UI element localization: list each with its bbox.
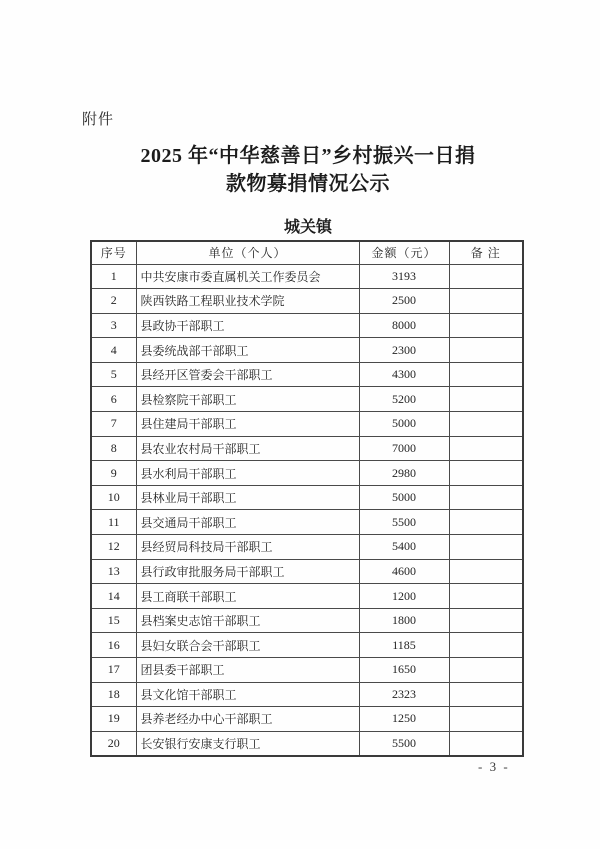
cell-amount: 5500 xyxy=(359,510,449,535)
cell-unit: 县林业局干部职工 xyxy=(136,485,359,510)
cell-note xyxy=(449,682,523,707)
cell-unit: 团县委干部职工 xyxy=(136,658,359,683)
header-cell-note: 备 注 xyxy=(449,241,523,264)
table-row xyxy=(91,289,523,314)
document-title xyxy=(0,142,600,198)
cell-note xyxy=(449,264,523,289)
cell-note xyxy=(449,707,523,732)
header-row xyxy=(91,241,523,264)
cell-unit: 县文化馆干部职工 xyxy=(136,682,359,707)
cell-unit: 县交通局干部职工 xyxy=(136,510,359,535)
cell-no: 14 xyxy=(91,584,136,609)
table-row xyxy=(91,387,523,412)
table-row xyxy=(91,436,523,461)
cell-amount: 5400 xyxy=(359,535,449,560)
cell-no: 18 xyxy=(91,682,136,707)
cell-unit: 县检察院干部职工 xyxy=(136,387,359,412)
cell-no: 11 xyxy=(91,510,136,535)
document-title-line1: 2025 年“中华慈善日”乡村振兴一日捐 xyxy=(140,145,476,167)
cell-unit: 县妇女联合会干部职工 xyxy=(136,633,359,658)
table-row xyxy=(91,510,523,535)
cell-note xyxy=(449,510,523,535)
cell-no: 13 xyxy=(91,559,136,584)
cell-unit: 县水利局干部职工 xyxy=(136,461,359,486)
cell-no: 1 xyxy=(91,264,136,289)
cell-no: 6 xyxy=(91,387,136,412)
table-row xyxy=(91,362,523,387)
cell-note xyxy=(449,633,523,658)
cell-amount: 2323 xyxy=(359,682,449,707)
cell-no: 20 xyxy=(91,731,136,756)
cell-note xyxy=(449,535,523,560)
table-row xyxy=(91,264,523,289)
header-cell-unit: 单位（个人） xyxy=(136,241,359,264)
cell-unit: 县经开区管委会干部职工 xyxy=(136,362,359,387)
cell-unit: 县住建局干部职工 xyxy=(136,412,359,437)
cell-unit: 县政协干部职工 xyxy=(136,313,359,338)
table-row xyxy=(91,658,523,683)
attachment-label: 附件 xyxy=(82,112,115,128)
table-row xyxy=(91,461,523,486)
header-cell-no: 序号 xyxy=(91,241,136,264)
cell-no: 12 xyxy=(91,535,136,560)
cell-unit: 县经贸局科技局干部职工 xyxy=(136,535,359,560)
cell-note xyxy=(449,412,523,437)
cell-no: 17 xyxy=(91,658,136,683)
cell-note xyxy=(449,485,523,510)
cell-amount: 4300 xyxy=(359,362,449,387)
cell-unit: 县委统战部干部职工 xyxy=(136,338,359,363)
cell-amount: 1250 xyxy=(359,707,449,732)
cell-amount: 2300 xyxy=(359,338,449,363)
table-row xyxy=(91,682,523,707)
section-title: 城关镇 xyxy=(283,219,332,236)
cell-no: 9 xyxy=(91,461,136,486)
cell-amount: 3193 xyxy=(359,264,449,289)
cell-no: 10 xyxy=(91,485,136,510)
cell-no: 4 xyxy=(91,338,136,363)
cell-amount: 2500 xyxy=(359,289,449,314)
table-row xyxy=(91,633,523,658)
cell-amount: 8000 xyxy=(359,313,449,338)
cell-no: 8 xyxy=(91,436,136,461)
cell-no: 16 xyxy=(91,633,136,658)
cell-note xyxy=(449,658,523,683)
cell-unit: 县农业农村局干部职工 xyxy=(136,436,359,461)
cell-note xyxy=(449,731,523,756)
cell-no: 5 xyxy=(91,362,136,387)
cell-note xyxy=(449,387,523,412)
cell-amount: 5000 xyxy=(359,412,449,437)
cell-amount: 2980 xyxy=(359,461,449,486)
cell-amount: 1650 xyxy=(359,658,449,683)
cell-amount: 5200 xyxy=(359,387,449,412)
cell-note xyxy=(449,362,523,387)
cell-unit: 县行政审批服务局干部职工 xyxy=(136,559,359,584)
cell-no: 19 xyxy=(91,707,136,732)
cell-unit: 县养老经办中心干部职工 xyxy=(136,707,359,732)
page-number: - 3 - xyxy=(478,759,510,774)
table-row xyxy=(91,584,523,609)
header-cell-amount: 金额（元） xyxy=(359,241,449,264)
cell-amount: 5500 xyxy=(359,731,449,756)
cell-note xyxy=(449,313,523,338)
cell-note xyxy=(449,559,523,584)
table-row xyxy=(91,535,523,560)
cell-amount: 7000 xyxy=(359,436,449,461)
cell-no: 15 xyxy=(91,608,136,633)
table-row xyxy=(91,731,523,756)
cell-amount: 1800 xyxy=(359,608,449,633)
cell-unit: 中共安康市委直属机关工作委员会 xyxy=(136,264,359,289)
cell-note xyxy=(449,338,523,363)
cell-no: 7 xyxy=(91,412,136,437)
cell-amount: 1200 xyxy=(359,584,449,609)
cell-note xyxy=(449,289,523,314)
table-row xyxy=(91,412,523,437)
cell-note xyxy=(449,584,523,609)
document-title-line2: 款物募捐情况公示 xyxy=(226,173,390,195)
cell-unit: 陕西铁路工程职业技术学院 xyxy=(136,289,359,314)
table-row xyxy=(91,485,523,510)
cell-unit: 县工商联干部职工 xyxy=(136,584,359,609)
table-row xyxy=(91,338,523,363)
table-row xyxy=(91,707,523,732)
donation-table xyxy=(90,240,524,757)
cell-note xyxy=(449,436,523,461)
cell-note xyxy=(449,608,523,633)
table-row xyxy=(91,313,523,338)
cell-amount: 4600 xyxy=(359,559,449,584)
cell-no: 3 xyxy=(91,313,136,338)
cell-unit: 长安银行安康支行职工 xyxy=(136,731,359,756)
table-row xyxy=(91,559,523,584)
table-body xyxy=(91,264,523,756)
cell-note xyxy=(449,461,523,486)
donation-table-head xyxy=(91,241,523,264)
cell-amount: 1185 xyxy=(359,633,449,658)
cell-no: 2 xyxy=(91,289,136,314)
cell-unit: 县档案史志馆干部职工 xyxy=(136,608,359,633)
table-row xyxy=(91,608,523,633)
cell-amount: 5000 xyxy=(359,485,449,510)
